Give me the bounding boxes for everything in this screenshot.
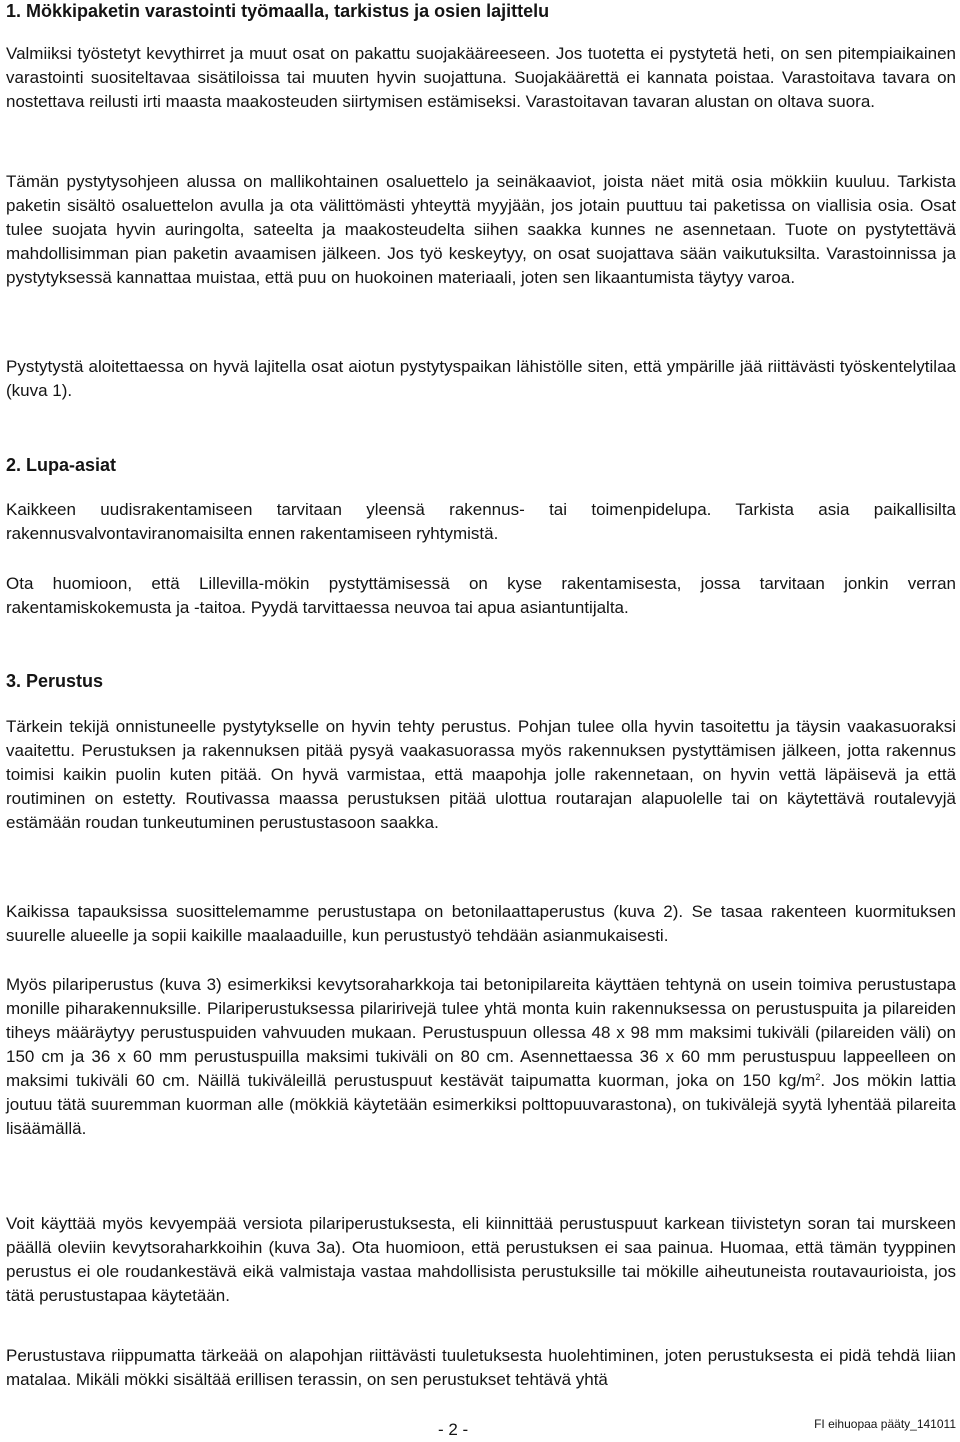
section-1-paragraph-2: Tämän pystytysohjeen alussa on mallikohtainen osaluettelo ja seinäkaaviot, joista näet mitä osia mökkiin kuuluu. Tarkista paketin sisältö osaluettelon avulla ja ota välittömästi yhteyttä myyjään, jos jotain puuttuu tai paketissa on viallisia osia. Osat tulee suojata hyvin auringolta, sateelta ja maakosteudelta siihen saakka kunnes ne asennetaan. Tuote on pystytettävä mahdollisimman pian paketin avaamisen jälkeen. Jos työ keskeytyy, on osat suojattava sään vaikutuksilta. Varastoinnissa ja pystytyksessä kannattaa muistaa, että puu on huokoinen materiaali, joten sen likaantumista täytyy varoa. [6,172,956,287]
section-3-heading: 3. Perustus [6,671,104,691]
section-3-paragraph-2: Kaikissa tapauksissa suosittelemamme perustustapa on betonilaattaperustus (kuva 2). Se tasaa rakenteen kuormituksen suurelle alueelle ja sopii kaikille maalaaduille, kun perustustyö tehdään asianmukaisesti. [6,902,956,945]
section-3-paragraph-4: Voit käyttää myös kevyempää versiota pilariperustuksesta, eli kiinnittää perustuspuut karkean tiivistetyn soran tai murskeen päällä oleviin kevytsoraharkkoihin (kuva 3a). Ota huomioon, että perustuksen ei saa painua. Huomaa, että tämän tyyppinen perustus ei ole roudankestävä eikä valmistaja vastaa mahdollisista perustuksille tai mökille aiheutuneista routavaurioista, jos tätä perustustapaa käytetään. [6,1214,956,1305]
section-2-paragraph-2: Ota huomioon, että Lillevilla-mökin pystyttämisessä on kyse rakentamisesta, jossa tarvitaan jonkin verran rakentamiskokemusta ja -taitoa. Pyydä tarvittaessa neuvoa tai apua asiantuntijalta. [6,574,956,617]
section-3-paragraph-5: Perustustava riippumatta tärkeää on alapohjan riittävästi tuuletuksesta huolehtiminen, joten perustuksesta ei pidä tehdä liian matalaa. Mikäli mökki sisältää erillisen terassin, on sen perustukset tehtävä yhtä [6,1346,956,1389]
section-2-heading: 2. Lupa-asiat [6,455,117,475]
section-1-paragraph-1: Valmiiksi työstetyt kevythirret ja muut osat on pakattu suojakääreeseen. Jos tuotetta ei pystytetä heti, on sen pitempiaikainen varastointi suositeltavaa sisätiloissa tai muuten hyvin suojattuna. Suojakäärettä ei kannata poistaa. Varastoitava tavara on nostettava reilusti irti maasta maakosteuden siirtymisen estämiseksi. Varastoitavan tavaran alustan on oltava suora. [6,44,956,111]
section-3-paragraph-3 [6,973,956,1141]
superscript-2: 2 [815,1072,821,1082]
paragraph-3-continued: . Jos mökin lattia joutuu tätä suuremman kuorman alle (mökkiä käytetään esimerkiksi polttopuuvarastona), on tukivälejä syytä lyhentää pilareita lisäämällä. [6,1071,957,1138]
document-id: FI eihuopaa pääty_141011 [814,1417,956,1431]
page-number: - 2 - [438,1420,469,1439]
section-2-paragraph-1: Kaikkeen uudisrakentamiseen tarvitaan yleensä rakennus- tai toimenpidelupa. Tarkista asia paikallisilta rakennusvalvontaviranomaisilta ennen rakentamiseen ryhtymistä. [6,500,956,543]
section-1-heading: 1. Mökkipaketin varastointi työmaalla, tarkistus ja osien lajittelu [6,1,550,21]
section-1-paragraph-3: Pystytystä aloitettaessa on hyvä lajitella osat aiotun pystytyspaikan lähistölle siten, että ympärille jää riittävästi työskentelytilaa (kuva 1). [6,357,956,400]
paragraph-3-text: Myös pilariperustus (kuva 3) esimerkiksi kevytsoraharkkoja tai betonipilareita käyttäen tehtynä on usein toimiva perustustapa monille piharakennuksille. Pilariperustuksessa pilaririvejä tulee yhtä monta kuin rakennuksessa on perustuspuita ja pilareiden tiheys määräytyy perustuspuiden vahvuuden mukaan. Perustuspuun ollessa 48 x 98 mm maksimi tukiväli (pilareiden väli) on 150 cm ja 36 x 60 mm perustuspuilla maksimi tukiväli on 80 cm. Asennettaessa 36 x 60 mm perustuspuu lappeelleen on maksimi tukiväli 60 cm. Näillä tukiväleillä perustuspuut kestävät taipumatta kuorman, joka on 150 kg/m [6,975,956,1090]
section-3-paragraph-1: Tärkein tekijä onnistuneelle pystytykselle on hyvin tehty perustus. Pohjan tulee olla hyvin tasoitettu ja täysin vaakasuoraksi vaaitettu. Perustuksen ja rakennuksen pitää pysyä vaakasuorassa myös rakennuksen pystyttämisen jälkeen, jotta rakennus toimisi kaikin puolin kuten pitää. On hyvä varmistaa, että maapohja jolle rakennetaan, on hyvin vettä läpäisevä ja että routiminen on estetty. Routivassa maassa perustuksen pitää ulottua routarajan alapuolelle tai on käytettävä routalevyjä estämään roudan tunkeutuminen perustustasoon saakka. [6,717,956,832]
